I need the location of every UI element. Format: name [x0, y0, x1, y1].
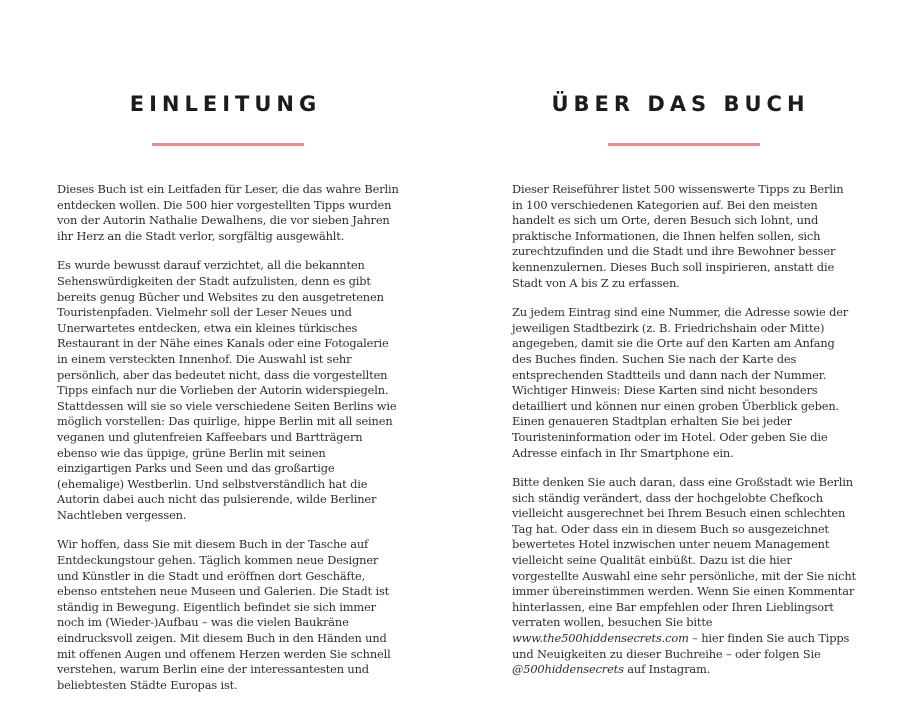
- left-page: [0, 0, 455, 692]
- right-page: [455, 0, 910, 682]
- text-run: auf Instagram.: [623, 662, 711, 677]
- heading-underline: [152, 143, 304, 146]
- text-run: Bitte denken Sie auch daran, dass eine Großstadt wie Berlin sich ständig verändert, dass der hochgelobte Chefkoch vielleicht ausgerechnet bei Ihrem Besuch einen schlechten Tag hat. Oder dass ein in diesem Buch so ausgezeichnet bewertetes Hotel inzwischen unter neuem Management vielleicht seine Qualität einbüßt. Dazu ist die hier vorgestellte Auswahl eine sehr persönliche, mit der Sie nicht immer übereinstimmen werden. Wenn Sie einen Kommentar hinterlassen, eine Bar empfehlen oder Ihren Lieblingsort verraten wollen, besuchen Sie bitte: [512, 475, 856, 630]
- heading-underline: [608, 143, 760, 146]
- instagram-handle[interactable]: @500hiddensecrets: [512, 662, 624, 677]
- left-body-text: [57, 182, 402, 707]
- right-body-text: [512, 182, 857, 692]
- website-link[interactable]: www.the500hiddensecrets.com: [512, 631, 689, 646]
- text-run: – hier finden Sie auch Tipps und Neuigkeiten zu dieser Buchreihe – oder folgen Sie: [512, 631, 850, 661]
- page-heading-einleitung: EINLEITUNG: [129, 92, 322, 116]
- paragraph: Dieser Reiseführer listet 500 wissenswerte Tipps zu Berlin in 100 verschiedenen Kategorien auf. Bei den meisten handelt es sich um Orte, deren Besuch sich lohnt, und praktische Informationen, die Ihnen helfen sollen, sich zurechtzufinden und die Stadt und ihre Bewohner besser kennenzulernen. Dieses Buch soll inspirieren, anstatt die Stadt von A bis Z zu erfassen.: [512, 182, 844, 290]
- paragraph: Es wurde bewusst darauf verzichtet, all die bekannten Sehenswürdigkeiten der Stadt aufzulisten, denn es gibt bereits genug Bücher und Websites zu den ausgetretenen Touristenpfaden. Vielmehr soll der Leser Neues und Unerwartetes entdecken, etwa ein kleines türkisches Restaurant in der Nähe eines Kanals oder eine Fotogalerie in einem versteckten Innenhof. Die Auswahl ist sehr persönlich, aber das bedeutet nicht, dass die vorgestellten Tipps einfach nur die Vorlieben der Autorin widerspiegeln. Stattdessen will sie so viele verschiedene Seiten Berlins wie möglich vorstellen: Das quirlige, hippe Berlin mit all seinen veganen und glutenfreien Kaffeebars und Bartträgern ebenso wie das üppige, grüne Berlin mit seinen einzigartigen Parks und Seen und das großartige (ehemalige) Westberlin. Und selbstverständlich hat die Autorin dabei auch nicht das pulsierende, wilde Berliner Nachtleben vergessen.: [57, 258, 397, 522]
- paragraph: Dieses Buch ist ein Leitfaden für Leser, die das wahre Berlin entdecken wollen. Die 500 hier vorgestellten Tipps wurden von der Autorin Nathalie Dewalhens, die vor sieben Jahren ihr Herz an die Stadt verlor, sorgfältig ausgewählt.: [57, 182, 399, 243]
- page-heading-ueber-das-buch: ÜBER DAS BUCH: [551, 92, 810, 116]
- paragraph-final: [512, 475, 857, 678]
- paragraph: Zu jedem Eintrag sind eine Nummer, die Adresse sowie der jeweiligen Stadtbezirk (z. B. Friedrichshain oder Mitte) angegeben, damit sie die Orte auf den Karten am Anfang des Buches finden. Suchen Sie nach der Karte des entsprechenden Stadtteils und dann nach der Nummer. Wichtiger Hinweis: Diese Karten sind nicht besonders detailliert und können nur einen groben Überblick geben. Einen genaueren Stadtplan erhalten Sie bei jeder Touristeninformation oder im Hotel. Oder geben Sie die Adresse einfach in Ihr Smartphone ein.: [512, 305, 849, 460]
- paragraph: Wir hoffen, dass Sie mit diesem Buch in der Tasche auf Entdeckungstour gehen. Täglich kommen neue Designer und Künstler in die Stadt und eröffnen dort Geschäfte, ebenso entstehen neue Museen und Galerien. Die Stadt ist ständig in Bewegung. Eigentlich befindet sie sich immer noch im (Wieder-)Aufbau – was die vielen Baukräne eindrucksvoll zeigen. Mit diesem Buch in den Händen und mit offenen Augen und offenem Herzen werden Sie schnell verstehen, warum Berlin eine der interessantesten und beliebtesten Städte Europas ist.: [57, 537, 391, 692]
